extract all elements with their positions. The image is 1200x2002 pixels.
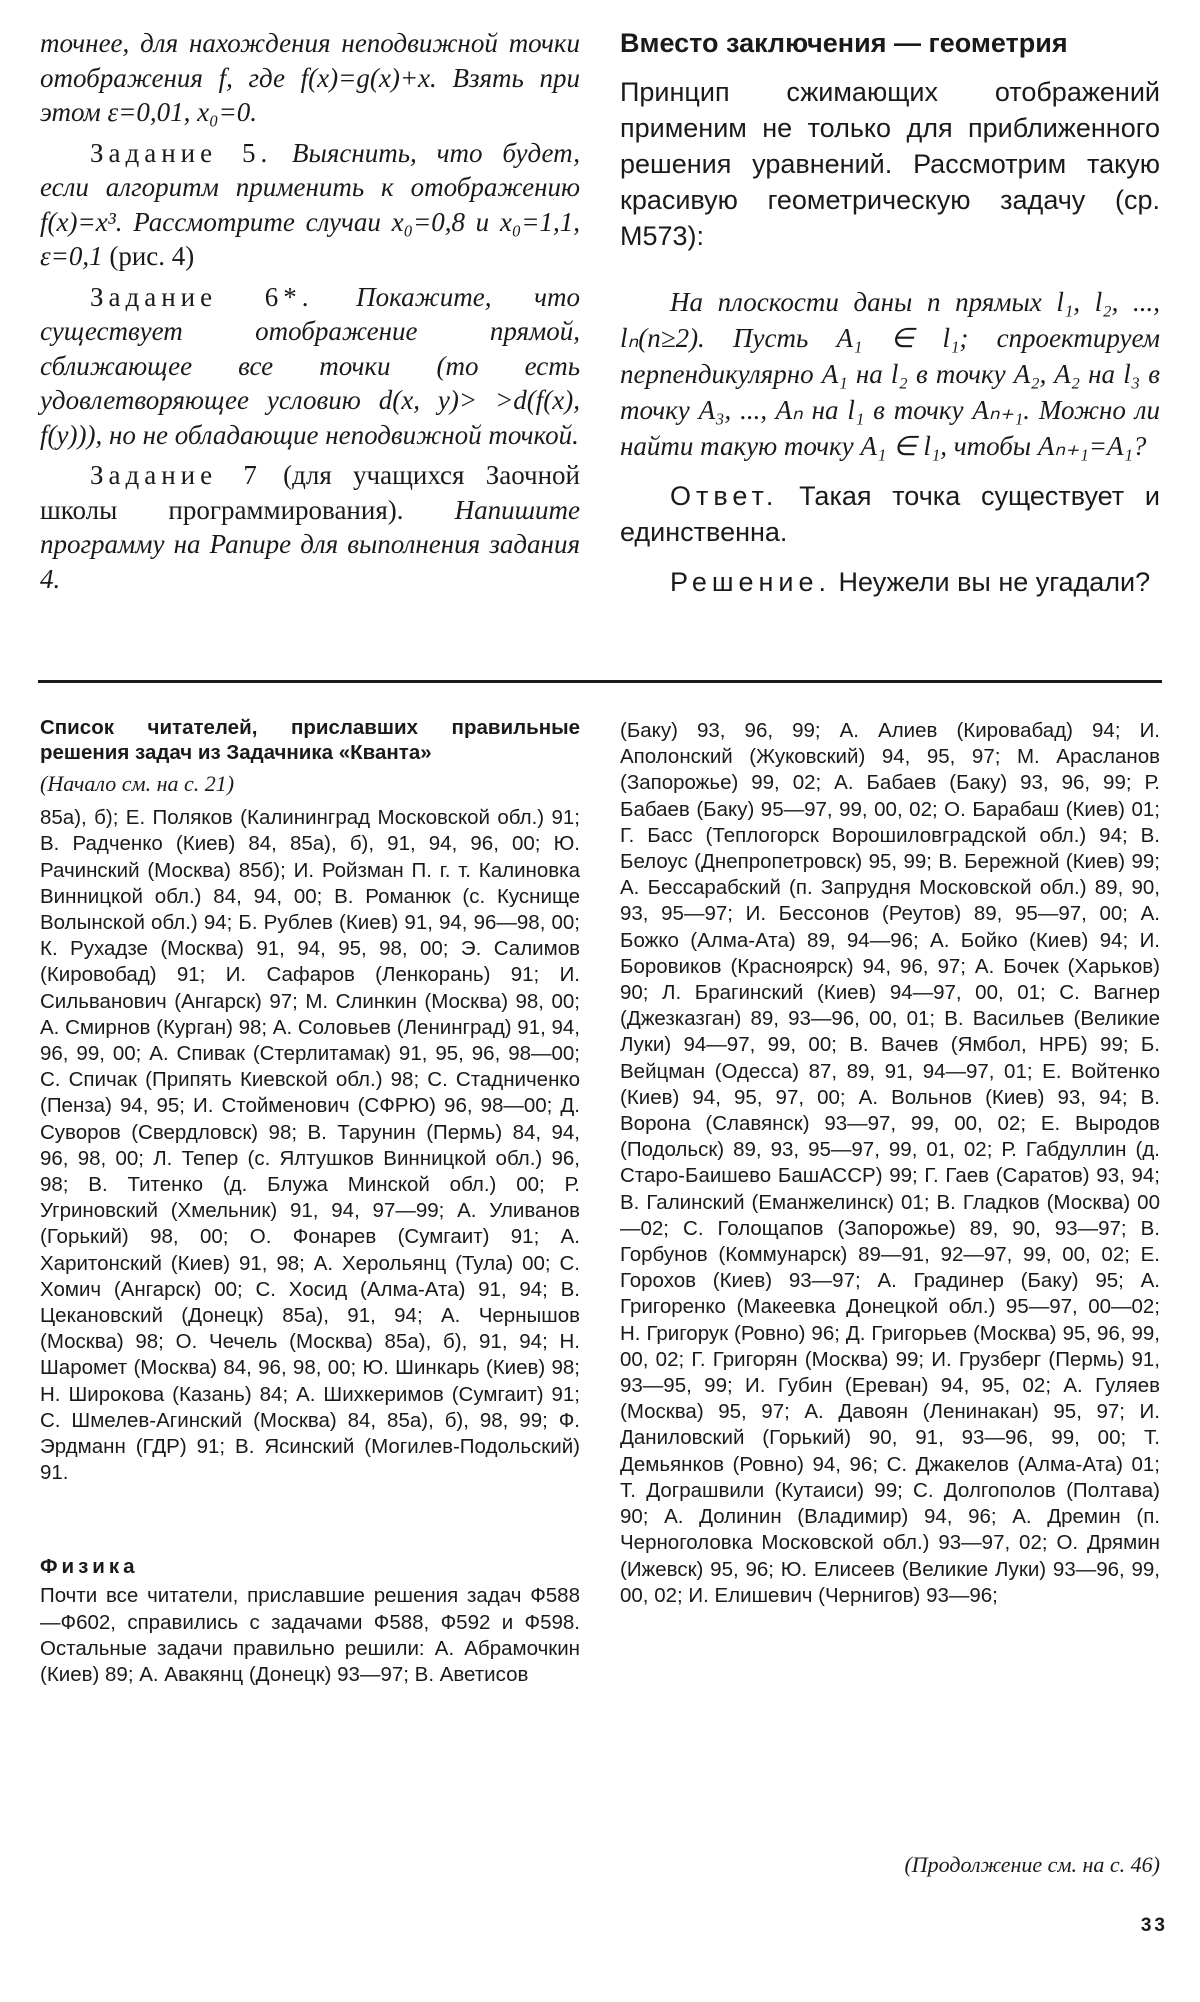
solution-text: Неужели вы не угадали? xyxy=(838,567,1151,597)
intro-paragraph: Принцип сжимающих отображений применим не только для приближенного решения уравнений. Рассмотрим такую красивую геометрическую задачу (ср. М573): xyxy=(620,77,1160,251)
top-right-column xyxy=(620,26,1160,600)
task-7-note: (для учащихся Заочной школы программирования). xyxy=(40,460,580,525)
math-readers-list: 85а), б); Е. Поляков (Калининград Московской обл.) 91; В. Радченко (Киев) 84, 85а), б), 91, 94, 96, 00; Ю. Рачинский (Москва) 85б); И. Ройзман П. г. т. Калиновка Винницкой обл.) 84, 94, 00; В. Романюк (с. Куснище Волынской обл.) 94; Б. Рублев (Киев) 91, 94, 96—98, 00; К. Рухадзе (Москва) 91, 94, 95, 98, 00; Э. Салимов (Кировобад) 91; И. Сафаров (Ленкорань) 91; И. Сильванович (Ангарск) 97; М. Слинкин (Москва) 98, 00; А. Смирнов (Курган) 98; А. Соловьев (Ленинград) 91, 94, 96, 99, 00; А. Спивак (Стерлитамак) 91, 95, 96, 98—00; С. Спичак (Припять Киевской обл.) 98; С. Стадниченко (Пенза) 94, 95; И. Стойменович (СФРЮ) 96, 98—00; Д. Суворов (Свердловск) 98; В. Тарунин (Пермь) 84, 94, 96, 98, 00; Л. Тепер (с. Ялтушков Винницкой обл.) 96, 98; В. Титенко (д. Блужа Минской обл.) 00; Р. Угриновский (Хмельник) 91, 94, 97—99; А. Уливанов (Горький) 98, 00; О. Фонарев (Сумгаит) 91; А. Харитонский (Киев) 91, 98; А. Херольянц (Тула) 00; С. Хомич (Ангарск) 00; С. Хосид (Алма-Ата) 91, 94; В. Цекановский (Донецк) 85а), 91, 94; А. Чернышов (Москва) 98; О. Чечель (Москва) 85а), б), 91, 94; Н. Шаромет (Москва) 84, 96, 98, 00; Ю. Шинкарь (Киев) 98; Н. Широкова (Казань) 84; А. Шихкеримов (Сумгаит) 91; С. Шмелев-Агинский (Москва) 84, 85а), б), 98, 99; Ф. Эрдманн (ГДР) 91; В. Ясинский (Могилев-Подольский) 91. xyxy=(40,806,580,1485)
task-7-label: Задание 7 xyxy=(90,460,262,490)
paragraph-fixed-point: точнее, для нахождения неподвижной точки отображения f, где f(x)=g(x)+x. Взять при этом ε=0,01, x₀=0. xyxy=(40,28,580,127)
physics-heading: Физика xyxy=(40,1555,139,1579)
solution xyxy=(620,564,1160,600)
task-6-text: Покажите, что существует отображение прямой, сближающее все точки (то есть удовлетворяющее условию d(x, y)> >d(f(x), f(y))), но не обладающие неподвижной точкой. xyxy=(40,281,580,450)
task-6 xyxy=(40,280,580,453)
readers-heading: Список читателей, приславших правильные решения задач из Задачника «Кванта» xyxy=(40,716,580,764)
page-number: 33 xyxy=(1140,1915,1168,1936)
task-7-text: Напишите программу на Рапире для выполнения задания 4. xyxy=(40,494,581,594)
task-5-text: Выяснить, что будет, если алгоритм применить к отображению f(x)=x³. Рассмотрите случаи x₀=0,8 и x₀=1,1, ε=0,1 xyxy=(40,137,580,271)
readers-subtitle: (Начало см. на с. 21) xyxy=(40,771,235,796)
section-heading: Вместо заключения — геометрия xyxy=(620,28,1068,58)
task-5-ref: (рис. 4) xyxy=(109,241,195,271)
task-6-label: Задание 6*. xyxy=(90,281,314,312)
answer xyxy=(620,478,1160,550)
continuation-note: (Продолжение см. на с. 46) xyxy=(904,1852,1160,1877)
top-left-column xyxy=(40,26,580,596)
geometry-problem: На плоскости даны n прямых l₁, l₂, ..., lₙ(n≥2). Пусть A₁ ∈ l₁; спроектируем перпендикулярно A₁ на l₂ в точку A₂, A₂ на l₃ в точку A₃, ..., Aₙ на l₁ в точку Aₙ₊₁. Можно ли найти такую точку A₁ ∈ l₁, чтобы Aₙ₊₁=A₁? xyxy=(620,287,1160,461)
task-5-label: Задание 5. xyxy=(90,137,273,168)
physics-intro: Почти все читатели, приславшие решения задач Ф588—Ф602, справились с задачами Ф588, Ф592 и Ф598. Остальные задачи правильно решили: А. Абрамочкин (Киев) 89; А. Авакянц (Донецк) 93—97; В. Аветисов xyxy=(40,1584,580,1687)
task-5 xyxy=(40,136,580,274)
solution-label: Решение. xyxy=(670,567,832,597)
section-divider xyxy=(38,680,1162,683)
task-7 xyxy=(40,458,580,596)
answer-text: Такая точка существует и единственна. xyxy=(620,481,1160,547)
physics-readers-list: (Баку) 93, 96, 99; А. Алиев (Кировабад) 94; И. Аполонский (Жуковский) 94, 95, 97; М. Арасланов (Запорожье) 99, 02; А. Бабаев (Баку) 93, 96, 99; Р. Бабаев (Баку) 95—97, 99, 00, 02; О. Барабаш (Киев) 01; Г. Басс (Теплогорск Ворошиловградской обл.) 94; В. Белоус (Днепропетровск) 95, 99; В. Бережной (Киев) 99; А. Бессарабский (п. Запрудня Московской обл.) 89, 90, 93, 95—97; И. Бессонов (Реутов) 89, 95—97, 00; А. Божко (Алма-Ата) 89, 94—96; А. Бойко (Киев) 94; И. Боровиков (Красноярск) 94, 96, 97; А. Бочек (Харьков) 90; Л. Брагинский (Киев) 94—97, 00, 01; С. Вагнер (Джезказган) 89, 93—96, 00, 01; В. Васильев (Великие Луки) 94—97, 99, 00; В. Вачев (Ямбол, НРБ) 99; Б. Вейцман (Одесса) 87, 89, 91, 94—97, 01; Е. Войтенко (Киев) 94, 95, 97, 00; А. Вольнов (Киев) 93, 94; В. Ворона (Славянск) 93—97, 99, 00, 02; Е. Выродов (Подольск) 89, 93, 95—97, 99, 01, 02; Р. Габдуллин (д. Старо-Баишево БашАССР) 99; Г. Гаев (Саратов) 93, 94; В. Галинский (Еманжелинск) 01; В. Гладков (Москва) 00—02; С. Голощапов (Запорожье) 89, 90, 93—97; В. Горбунов (Коммунарск) 89—91, 92—97, 99, 00, 02; Е. Горохов (Киев) 93—97; А. Градинер (Баку) 95; А. Григоренко (Макеевка Донецкой обл.) 95—97, 00—02; Н. Григорук (Ровно) 96; Д. Григорьев (Москва) 95, 96, 99, 00, 02; Г. Григорян (Москва) 99; И. Грузберг (Пермь) 91, 93—95, 99; И. Губин (Ереван) 94, 95, 02; А. Гуляев (Москва) 95, 97; А. Давоян (Ленинакан) 95, 97; И. Даниловский (Горький) 90, 91, 93—96, 99, 00; Т. Демьянков (Ровно) 94, 96; С. Джакелов (Алма-Ата) 01; Т. Дограшвили (Кутаиси) 99; С. Долгополов (Полтава) 90; А. Долинин (Владимир) 94, 96; А. Дремин (п. Черноголовка Московской обл.) 93—97, 02; О. Дрямин (Ижевск) 95, 96; Ю. Елисеев (Великие Луки) 93—96, 99, 00, 02; И. Елишевич (Чернигов) 93—96; xyxy=(620,719,1160,1607)
answer-label: Ответ. xyxy=(670,481,779,511)
readers-left-column xyxy=(40,715,580,1688)
readers-right-column xyxy=(620,718,1160,1609)
